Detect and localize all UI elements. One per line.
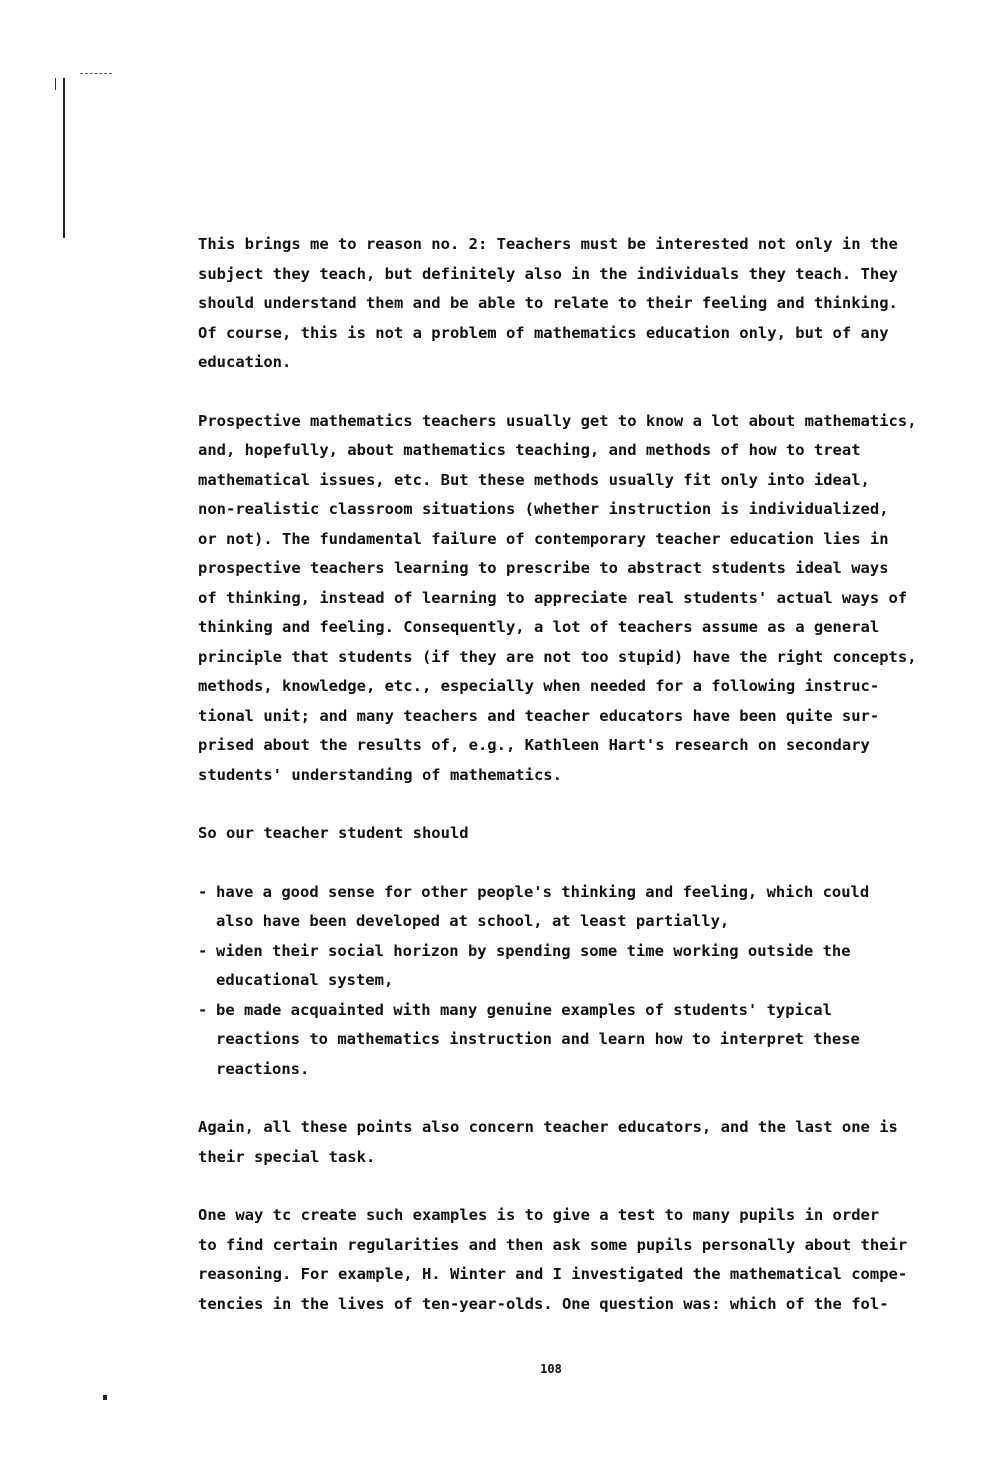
text-line: reasoning. For example, H. Winter and I investigated the mathematical compe-	[198, 1265, 908, 1283]
text-line: Of course, this is not a problem of mathematics education only, but of any	[198, 323, 889, 342]
text-line: have a good sense for other people's thinking and feeling, which could	[216, 882, 870, 901]
text-line: tencies in the lives of ten-year-olds. One question was: which of the fol-	[198, 1294, 889, 1313]
text-line: This brings me to reason no. 2: Teachers must be interested not only in the	[198, 235, 898, 253]
list-item	[198, 996, 958, 1085]
list-item	[198, 878, 958, 937]
text-line: prised about the results of, e.g., Kathleen Hart's research on secondary	[198, 736, 870, 754]
bullet-dash: -	[198, 941, 208, 960]
paragraph-group-bottom	[198, 1113, 958, 1319]
text-line: methods, knowledge, etc., especially when needed for a following instruc-	[198, 677, 880, 695]
bullet-dash: -	[198, 1000, 208, 1019]
page-number: 108	[540, 1362, 562, 1376]
text-line: Again, all these points also concern teacher educators, and the last one is	[198, 1118, 898, 1136]
paragraph	[198, 1113, 958, 1172]
text-line: principle that students (if they are not too stupid) have the right concepts,	[198, 647, 917, 666]
body-text	[198, 230, 958, 1348]
text-line: education.	[198, 353, 292, 371]
bullet-dash: -	[198, 882, 208, 901]
text-line: to find certain regularities and then ask some pupils personally about their	[198, 1235, 908, 1254]
margin-rule	[63, 78, 65, 238]
bullet-list	[198, 878, 958, 1085]
text-line: mathematical issues, etc. But these methods usually fit only into ideal,	[198, 470, 870, 489]
stray-mark	[103, 1395, 107, 1400]
paragraph	[198, 230, 958, 378]
paragraph	[198, 819, 958, 849]
text-line: subject they teach, but definitely also in the individuals they teach. They	[198, 264, 898, 283]
list-item	[198, 937, 958, 996]
text-line: students' understanding of mathematics.	[198, 765, 562, 784]
text-line: Prospective mathematics teachers usually get to know a lot about mathematics,	[198, 411, 917, 430]
text-line: prospective teachers learning to prescribe to abstract students ideal ways	[198, 559, 889, 577]
text-line: of thinking, instead of learning to appreciate real students' actual ways of	[198, 588, 908, 607]
margin-dash	[80, 73, 112, 74]
text-line: or not). The fundamental failure of contemporary teacher education lies in	[198, 529, 889, 548]
text-line: reactions to mathematics instruction and learn how to interpret these	[216, 1030, 860, 1048]
text-line: their special task.	[198, 1147, 376, 1166]
text-line: non-realistic classroom situations (whether instruction is individualized,	[198, 500, 889, 518]
paragraph	[198, 1201, 958, 1319]
text-line: widen their social horizon by spending some time working outside the	[216, 941, 851, 960]
text-line: thinking and feeling. Consequently, a lot of teachers assume as a general	[198, 618, 880, 636]
text-line: tional unit; and many teachers and teacher educators have been quite sur-	[198, 706, 880, 725]
paragraph	[198, 407, 958, 791]
text-line: be made acquainted with many genuine examples of students' typical	[216, 1000, 832, 1019]
text-line: So our teacher student should	[198, 824, 469, 842]
paragraph-group-top	[198, 230, 958, 849]
text-line: should understand them and be able to relate to their feeling and thinking.	[198, 294, 898, 312]
margin-tick	[55, 78, 56, 90]
text-line: One way tc create such examples is to give a test to many pupils in order	[198, 1206, 880, 1224]
text-line: and, hopefully, about mathematics teaching, and methods of how to treat	[198, 441, 861, 459]
text-line: reactions.	[216, 1059, 310, 1078]
text-line: also have been developed at school, at least partially,	[216, 912, 730, 930]
text-line: educational system,	[216, 971, 394, 989]
